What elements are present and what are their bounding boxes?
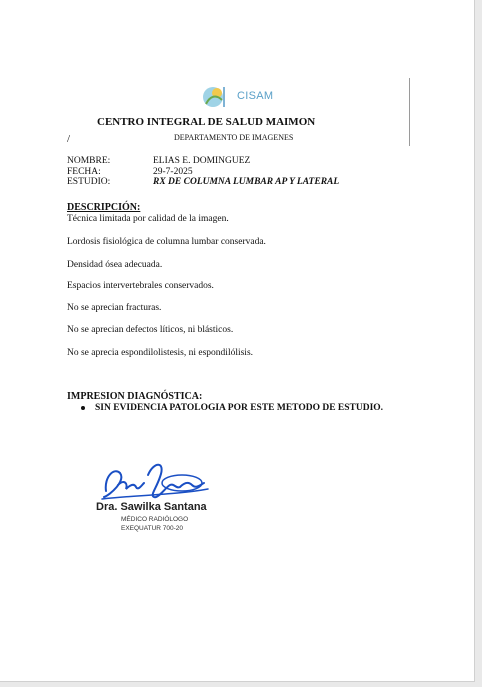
name-label: NOMBRE: [67, 156, 111, 166]
vertical-rule [409, 78, 410, 146]
department-title: DEPARTAMENTO DE IMAGENES [174, 133, 294, 142]
signature-name: Dra. Sawilka Santana [96, 501, 207, 513]
finding-item: Técnica limitada por calidad de la imagen. [67, 214, 229, 224]
finding-item: Densidad ósea adecuada. [67, 260, 163, 270]
finding-item: No se aprecian fracturas. [67, 303, 162, 313]
date-row [67, 167, 339, 178]
patient-info [67, 156, 339, 188]
impression-text: SIN EVIDENCIA PATOLOGIA POR ESTE METODO DE ESTUDIO. [95, 403, 384, 413]
impression-heading: IMPRESION DIAGNÓSTICA: [67, 391, 203, 402]
study-row [67, 177, 339, 188]
finding-item: No se aprecia espondilolistesis, ni espondilólisis. [67, 348, 254, 358]
finding-item: Espacios intervertebrales conservados. [67, 281, 214, 291]
description-heading: DESCRIPCIÓN: [67, 202, 141, 213]
stray-mark: / [67, 133, 71, 145]
finding-item: No se aprecian defectos líticos, ni blásticos. [67, 325, 234, 335]
bullet-icon [81, 406, 85, 410]
study-label: ESTUDIO: [67, 177, 111, 187]
name-row [67, 156, 339, 167]
study-value: RX DE COLUMNA LUMBAR AP Y LATERAL [153, 177, 340, 187]
signature-icon [96, 455, 214, 505]
finding-item: Lordosis fisiológica de columna lumbar conservada. [67, 237, 266, 247]
signature-license: EXEQUATUR 700-20 [121, 525, 184, 532]
date-value: 29-7-2025 [153, 166, 193, 177]
date-label: FECHA: [67, 166, 101, 177]
name-value: ELIAS E. DOMINGUEZ [153, 156, 251, 166]
impression-item [81, 403, 383, 413]
signature-title: MÉDICO RADIÓLOGO [121, 516, 189, 523]
logo-text: CISAM [237, 90, 274, 102]
institution-title: CENTRO INTEGRAL DE SALUD MAIMON [97, 116, 316, 128]
